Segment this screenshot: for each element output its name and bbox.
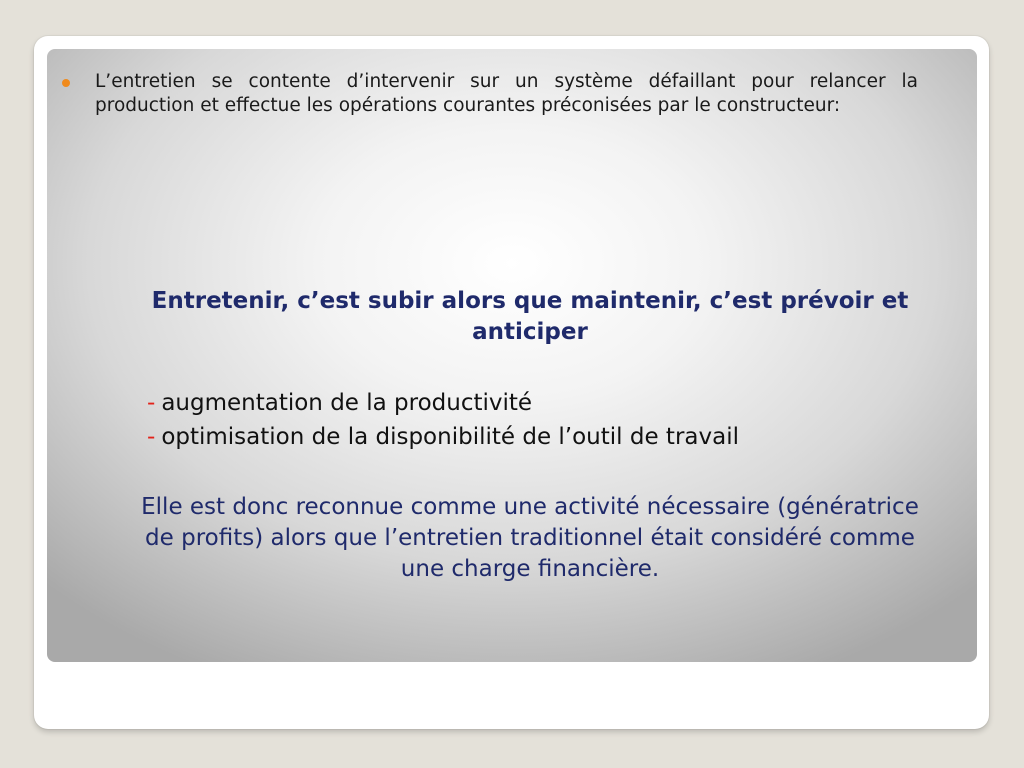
dash-item-availability [147, 420, 927, 454]
dash-item-text: optimisation de la disponibilité de l’outil de travail [161, 424, 739, 450]
bullet-dot-icon [62, 79, 70, 87]
dash-list [147, 386, 927, 454]
closing-statement: Elle est donc reconnue comme une activité nécessaire (génératrice de profits) alors que l’entretien traditionnel était considéré comme une charge financière. [141, 494, 919, 582]
dash-marker: - [147, 390, 156, 416]
dash-marker: - [147, 424, 156, 450]
bullet-text: L’entretien se contente d’intervenir sur un système défaillant pour relancer la production et effectue les opérations courantes préconisées par le constructeur: [95, 71, 918, 116]
bullet-point [62, 70, 918, 118]
dash-item-productivity [147, 386, 927, 420]
headline-statement: Entretenir, c’est subir alors que maintenir, c’est prévoir et anticiper [151, 288, 909, 345]
dash-item-text: augmentation de la productivité [161, 390, 533, 416]
